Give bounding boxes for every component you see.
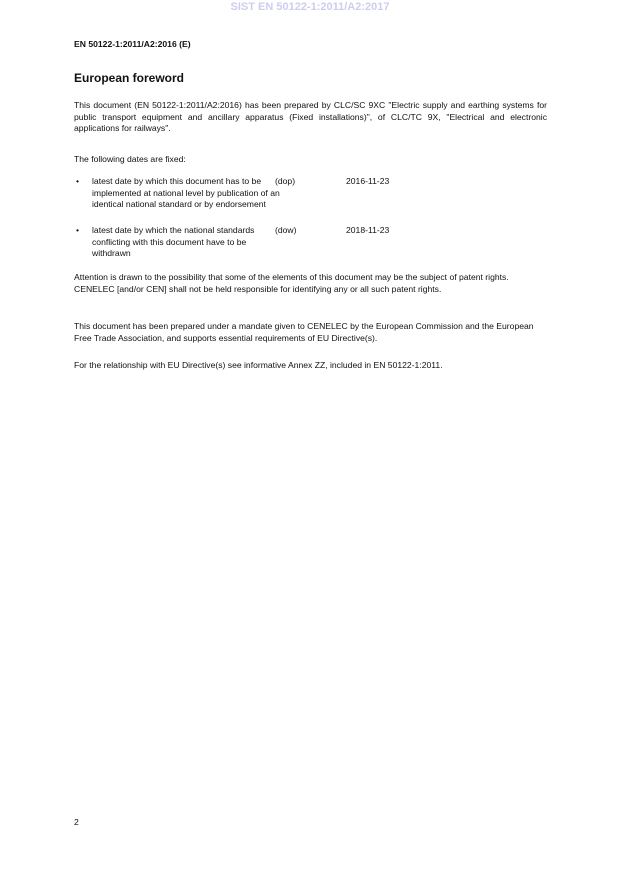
bullet-icon: • [76, 176, 80, 186]
date-value: 2018-11-23 [346, 225, 390, 235]
watermark: SIST EN 50122-1:2011/A2:2017 [230, 1, 390, 13]
paragraph-dates-intro: The following dates are fixed: [74, 154, 186, 164]
date-value: 2016-11-23 [346, 176, 390, 186]
paragraph-intro: This document (EN 50122-1:2011/A2:2016) has been prepared by CLC/SC 9XC "Electric supply and earthing systems for public transport equipment and ancillary apparatus (Fixed installations)", of CLC/TC 9X, "Electrical and electronic applications for railways". [74, 100, 547, 133]
bullet-icon: • [76, 225, 80, 235]
date-code: (dop) [275, 176, 296, 186]
page-number: 2 [74, 817, 79, 827]
paragraph-mandate: This document has been prepared under a mandate given to CENELEC by the European Commission and the European Free Trade Association, and supports essential requirements of EU Directive(s). [74, 321, 534, 343]
date-code: (dow) [275, 225, 297, 235]
paragraph-relationship: For the relationship with EU Directive(s) see informative Annex ZZ, included in EN 50122-1:2011. [74, 360, 443, 370]
date-description: latest date by which this document has to be implemented at national level by publication of an identical national standard or by endorsement [92, 176, 280, 209]
section-title: European foreword [74, 71, 185, 85]
date-description: latest date by which the national standards conflicting with this document have to be withdrawn [92, 225, 255, 258]
paragraph-patent: Attention is drawn to the possibility that some of the elements of this document may be the subject of patent rights. CENELEC [and/or CEN] shall not be held responsible for identifying any or all such patent rights. [74, 272, 509, 294]
document-header: EN 50122-1:2011/A2:2016 (E) [74, 39, 191, 49]
